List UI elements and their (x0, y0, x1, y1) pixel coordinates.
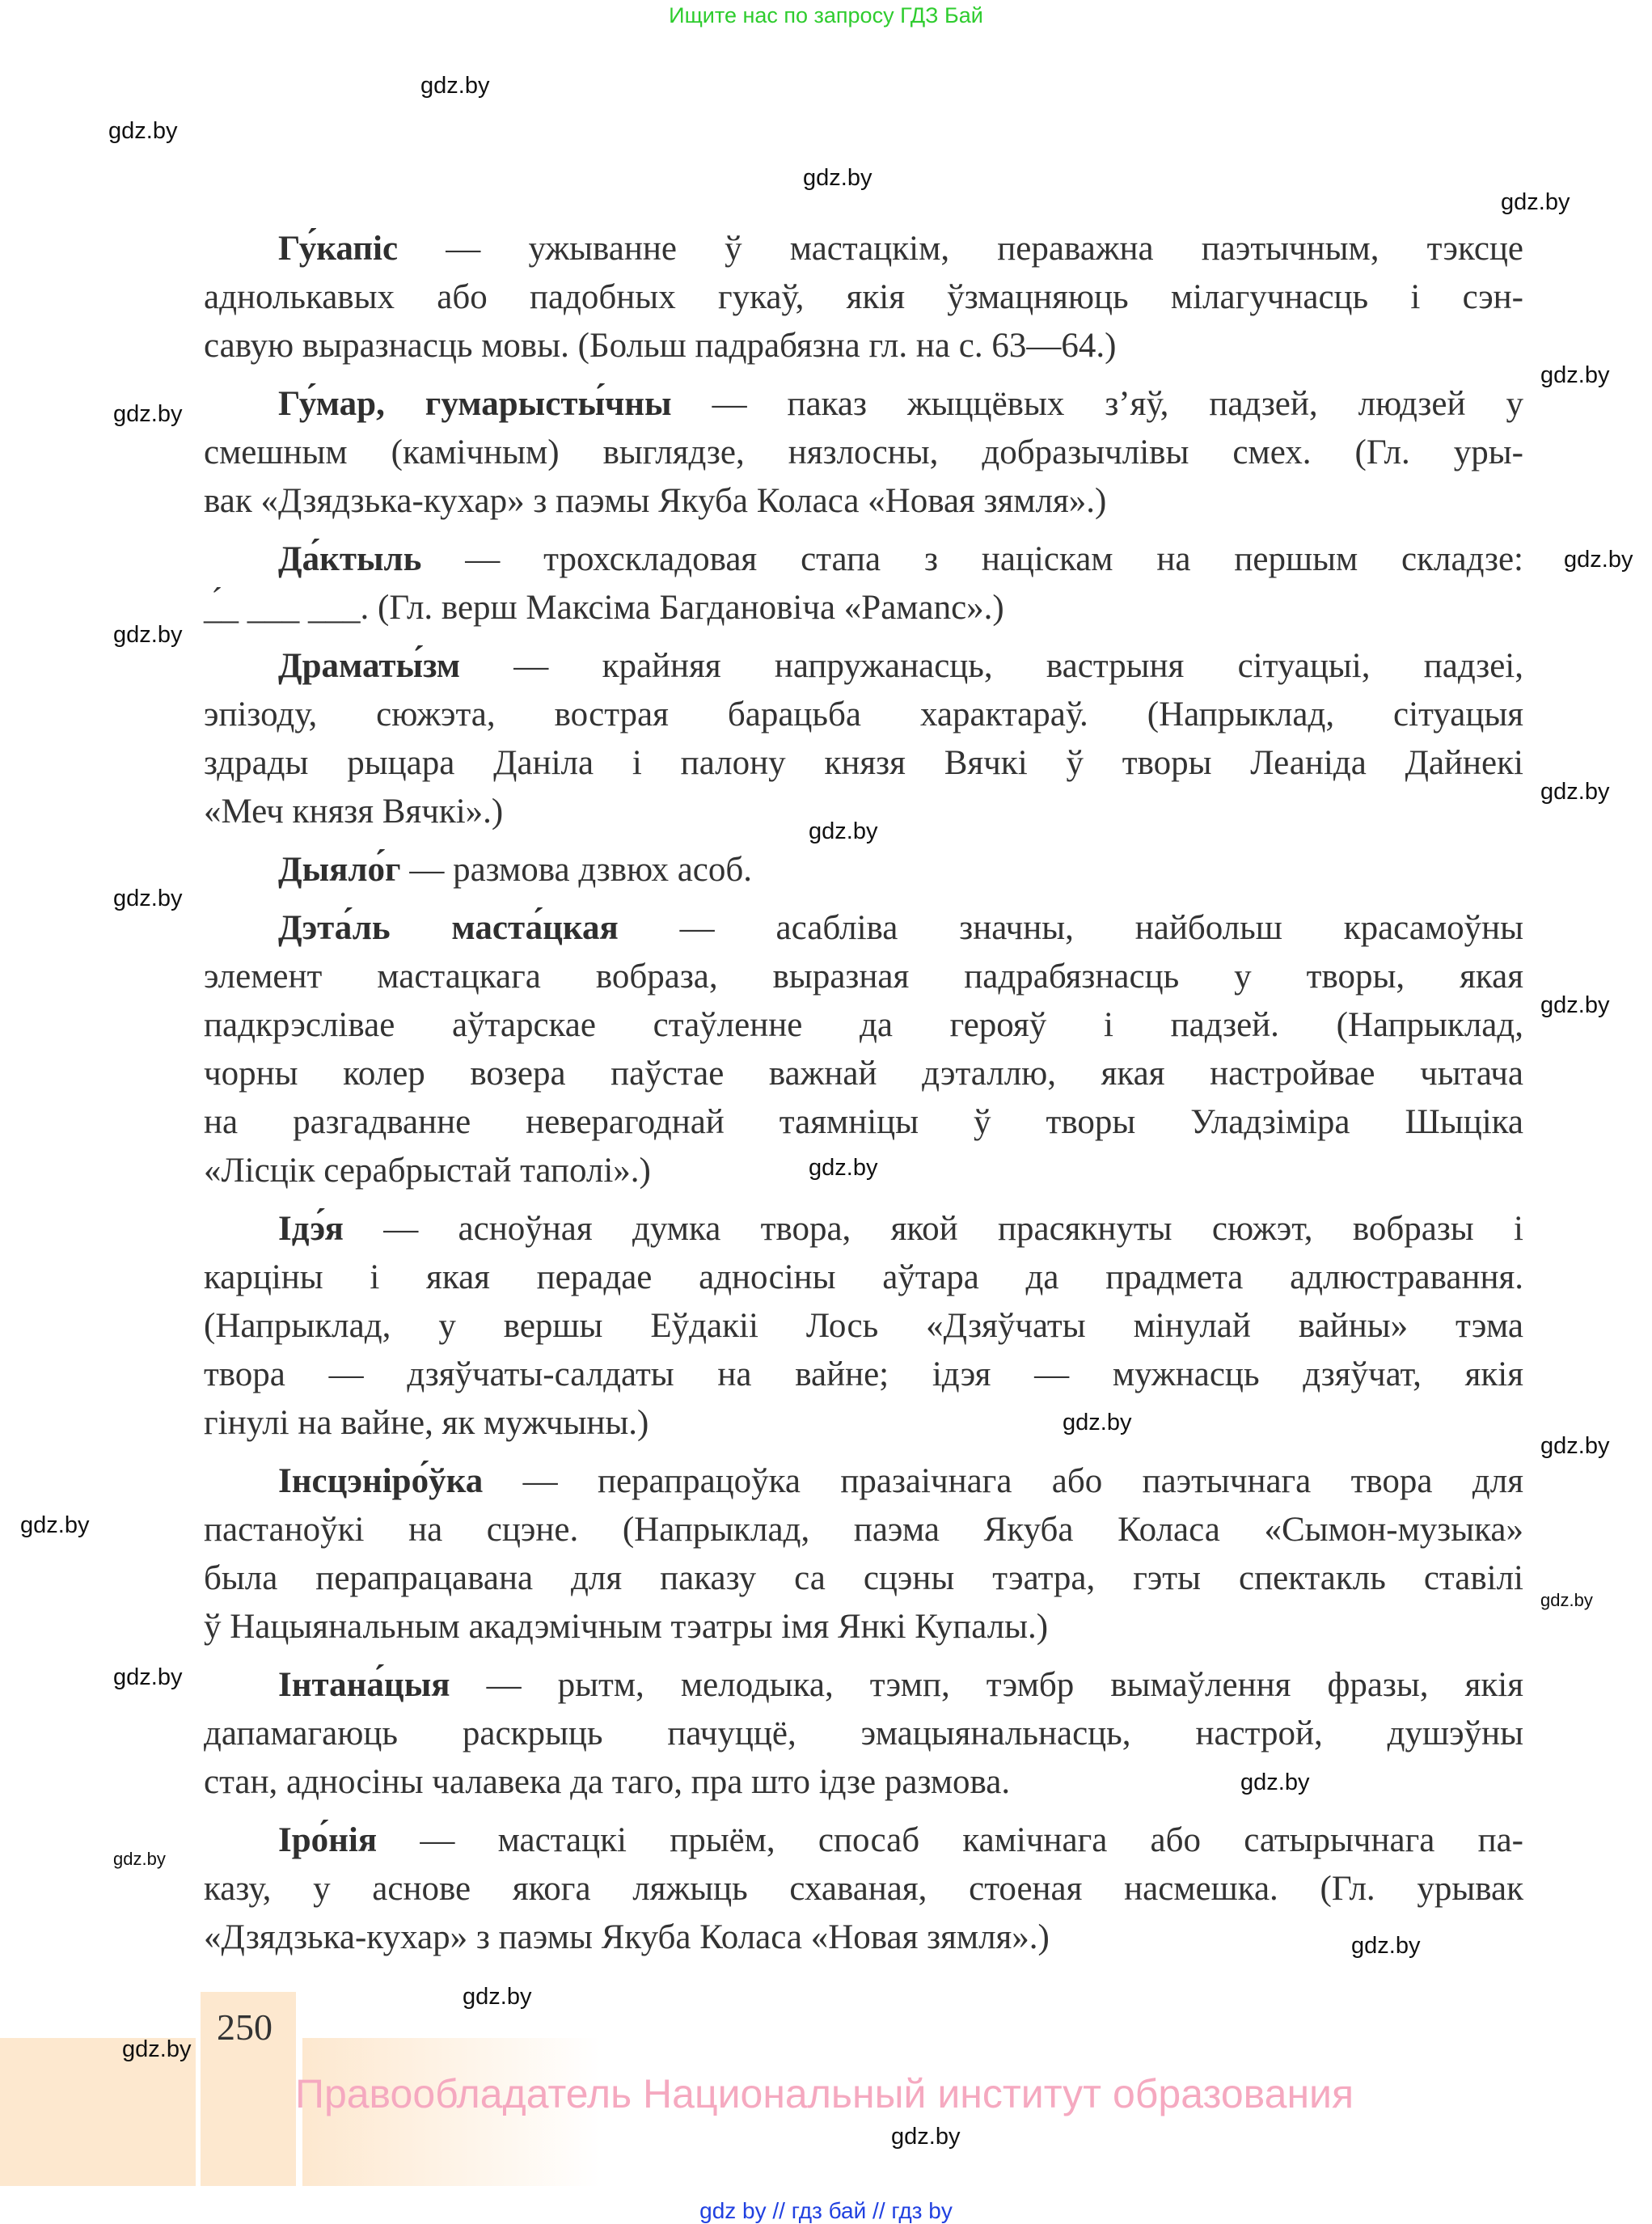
entry-text: (Напрыклад, у вершы Еўдакіі Лось «Дзяўчаты мінулай вайны» тэма (204, 1307, 1523, 1345)
entry-text: «Дзядзька-кухар» з паэмы Якуба Коласа «Новая зямля».) (204, 1918, 1050, 1956)
watermark: gdz.by (1063, 1410, 1132, 1435)
entry-text: — рытм, мелодыка, тэмп, тэмбр вымаўлення фразы, якія (450, 1666, 1523, 1704)
entry-text: _́_ ___ ___. (Гл. верш Максіма Багдановіча «Рамanс».) (204, 589, 1004, 627)
watermark: gdz.by (1540, 992, 1610, 1018)
glossary-entry (204, 225, 1523, 370)
watermark: gdz.by (113, 622, 183, 648)
watermark: gdz.by (803, 165, 872, 191)
entry-text: элемент мастацкага вобраза, выразная падрабязнасць у творы, якая (204, 958, 1523, 996)
entry-line (204, 322, 1523, 370)
entry-text: карціны і якая перадае адносіны аўтара да прадмета адлюстравання. (204, 1258, 1523, 1296)
glossary-entry (204, 1457, 1523, 1651)
entry-text: — трохскладовая стапа з націскам на першым складзе: (421, 540, 1523, 578)
glossary-entry (204, 1816, 1523, 1962)
entry-line (204, 691, 1523, 739)
watermark: gdz.by (113, 1849, 166, 1869)
entry-line (204, 1865, 1523, 1913)
entry-text: стан, адносіны чалавека да таго, пра што ідзе размова. (204, 1763, 1011, 1801)
entry-term: Гу́мар, гумарысты́чны (278, 385, 672, 423)
entry-text: — ужыванне ў мастацкім, пераважна паэтычным, тэксце (398, 230, 1523, 268)
entry-term: Інсцэніро́ўка (278, 1462, 484, 1500)
entry-text: «Лісцік серабрыстай таполі».) (204, 1152, 651, 1190)
watermark: gdz.by (1540, 779, 1610, 805)
entry-text: — асноўная думка твора, якой прасякнуты сюжэт, вобразы і (343, 1210, 1523, 1248)
entry-text: на разгадванне неверагоднай таямніцы ў творы Уладзіміра Шыціка (204, 1103, 1523, 1141)
entry-term: Да́ктыль (278, 540, 422, 578)
watermark: gdz.by (1564, 547, 1633, 573)
entry-line (204, 584, 1523, 632)
entry-term: Ідэ́я (278, 1210, 344, 1248)
watermark: gdz.by (20, 1512, 90, 1538)
entry-line (204, 273, 1523, 322)
bottom-site-links[interactable]: gdz by // гдз бай // гдз by (699, 2198, 953, 2223)
entry-line (204, 739, 1523, 788)
glossary-entry (204, 904, 1523, 1195)
watermark: gdz.by (1540, 1590, 1593, 1610)
entry-text: была перапрацавана для паказу са сцэны тэатра, гэты спектакль ставілі (204, 1559, 1523, 1597)
glossary-entry (204, 846, 1523, 894)
entry-line (204, 1603, 1523, 1651)
entry-line (204, 1001, 1523, 1050)
watermark: gdz.by (1540, 362, 1610, 388)
entry-text: здрады рыцара Даніла і палону князя Вячкі ў творы Леаніда Дайнекі (204, 744, 1523, 782)
watermark: gdz.by (463, 1984, 532, 2010)
entry-line (204, 225, 1523, 273)
entry-text: савую выразнасць мовы. (Больш падрабязна гл. на с. 63—64.) (204, 327, 1117, 365)
glossary-entry (204, 535, 1523, 632)
entry-text: — перапрацоўка празаічнага або паэтычнага твора для (483, 1462, 1523, 1500)
entry-line (204, 904, 1523, 953)
entry-term: Іро́нія (278, 1821, 378, 1859)
entry-line (204, 846, 1523, 894)
glossary-entry (204, 1661, 1523, 1807)
entry-line (204, 1506, 1523, 1554)
entry-text: казу, у аснове якога ляжыць схаваная, стоеная насмешка. (Гл. урывак (204, 1870, 1523, 1908)
entry-text: дапамагаюць раскрыць пачуццё, эмацыянальнасць, настрой, душэўны (204, 1715, 1523, 1753)
watermark: gdz.by (809, 1155, 878, 1181)
entry-text: аднолькавых або падобных гукаў, якія ўзмацняюць мілагучнасць і сэн- (204, 278, 1523, 316)
watermark: gdz.by (113, 1664, 183, 1690)
entry-line (204, 1205, 1523, 1254)
watermark: gdz.by (122, 2036, 192, 2062)
entry-line (204, 1913, 1523, 1962)
watermark: gdz.by (108, 118, 178, 144)
entry-text: чорны колер возера паўстае важнай дэталлю, якая настройвае чытача (204, 1055, 1523, 1093)
watermark: gdz.by (1540, 1433, 1610, 1459)
watermark: gdz.by (113, 401, 183, 427)
entry-line (204, 1351, 1523, 1399)
entry-text: твора — дзяўчаты-салдаты на вайне; ідэя — мужнасць дзяўчат, якія (204, 1355, 1523, 1393)
entry-text: падкрэслівае аўтарскае стаўленне да герояў і падзей. (Напрыклад, (204, 1006, 1523, 1044)
entry-text: ў Нацыянальным акадэмічным тэатры імя Янкі Купалы.) (204, 1608, 1049, 1646)
search-hint-link[interactable]: Ищите нас по запросу ГДЗ Бай (669, 3, 983, 27)
glossary-entry (204, 1205, 1523, 1448)
entry-term: Дэта́ль маста́цкая (278, 909, 619, 947)
entry-text: пастаноўкі на сцэне. (Напрыклад, паэма Якуба Коласа «Сымон-музыка» (204, 1511, 1523, 1549)
entry-line (204, 1661, 1523, 1710)
entry-line (204, 1710, 1523, 1758)
glossary-entry (204, 380, 1523, 526)
watermark: gdz.by (1240, 1769, 1310, 1795)
page-number: 250 (217, 2006, 273, 2048)
entry-term: Драматы́зм (278, 647, 461, 685)
entry-line (204, 380, 1523, 429)
entry-line (204, 1554, 1523, 1603)
entry-text: — мастацкі прыём, спосаб камічнага або сатырычнага па- (377, 1821, 1523, 1859)
glossary-entry (204, 642, 1523, 836)
entry-line (204, 477, 1523, 526)
entry-line (204, 1457, 1523, 1506)
entry-text: — крайняя напружанасць, вастрыня сітуацыі, падзеі, (460, 647, 1523, 685)
copyright-notice: Правообладатель Национальный институт образования (295, 2071, 1354, 2116)
entry-text: — паказ жыццёвых з’яў, падзей, людзей у (671, 385, 1523, 423)
entry-text: гінулі на вайне, як мужчыны.) (204, 1404, 649, 1442)
watermark: gdz.by (113, 886, 183, 911)
entry-line (204, 1758, 1523, 1807)
entry-text: смешным (камічным) выглядзе, нязлосны, добразычлівы смех. (Гл. уры- (204, 433, 1523, 471)
watermark: gdz.by (420, 73, 490, 99)
watermark: gdz.by (1501, 189, 1570, 215)
watermark: gdz.by (1351, 1933, 1421, 1959)
watermark: gdz.by (809, 818, 878, 844)
entry-text: вак «Дзядзька-кухар» з паэмы Якуба Коласа «Новая зямля».) (204, 482, 1107, 520)
entry-text: — размова дзвюх асоб. (400, 851, 753, 889)
entry-term: Гу́капіс (278, 230, 399, 268)
entry-line (204, 429, 1523, 477)
entry-line (204, 535, 1523, 584)
entry-line (204, 1098, 1523, 1147)
entry-line (204, 1254, 1523, 1302)
entry-term: Дыяло́г (278, 851, 401, 889)
entry-line (204, 1302, 1523, 1351)
entry-text: «Меч князя Вячкі».) (204, 793, 504, 831)
entry-line (204, 1816, 1523, 1865)
entry-text: эпізоду, сюжэта, вострая барацьба характараў. (Напрыклад, сітуацыя (204, 696, 1523, 734)
entry-text: — асабліва значны, найбольш красамоўны (618, 909, 1523, 947)
entry-line (204, 1399, 1523, 1448)
watermark: gdz.by (891, 2124, 961, 2150)
entry-line (204, 1050, 1523, 1098)
entry-line (204, 953, 1523, 1001)
entry-term: Інтана́цыя (278, 1666, 450, 1704)
entry-line (204, 642, 1523, 691)
glossary-content (204, 225, 1523, 1962)
